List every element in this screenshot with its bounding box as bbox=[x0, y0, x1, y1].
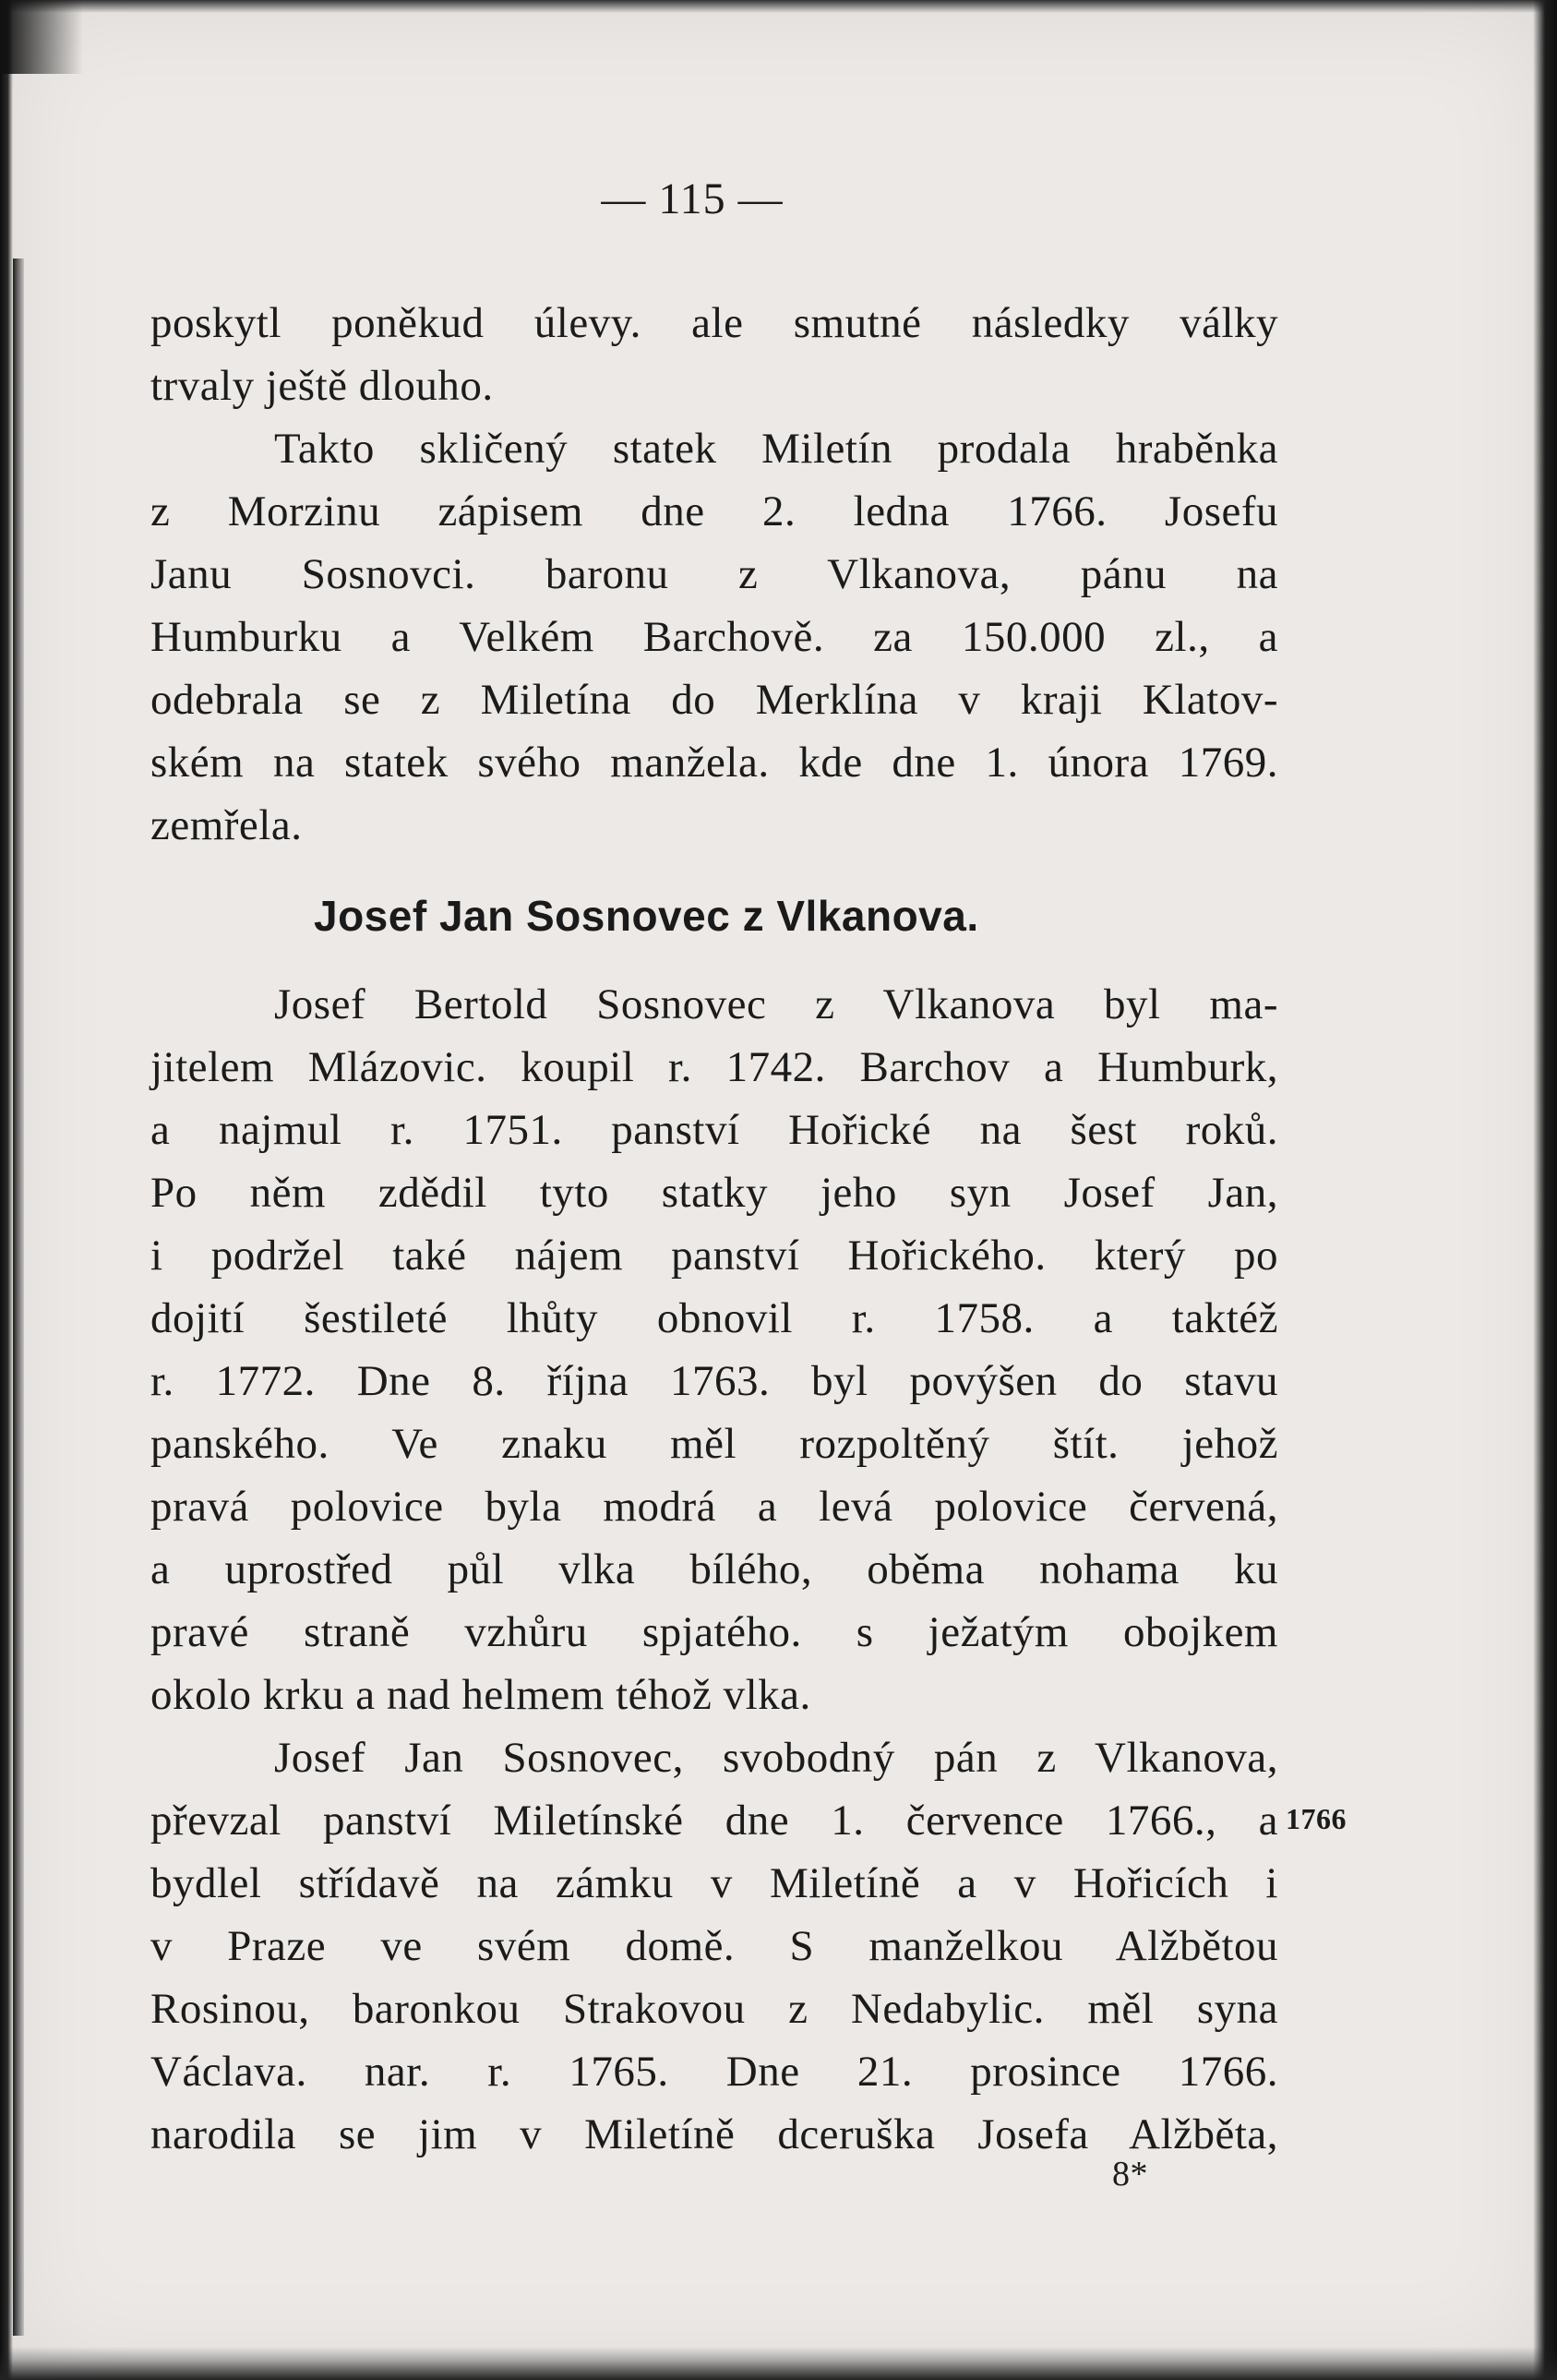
text-line: narodila se jim v Miletíně dceruška Josefa Alžběta, bbox=[150, 2110, 1278, 2158]
text-line: zemřela. bbox=[150, 801, 303, 849]
binding-shadow-top bbox=[0, 0, 83, 74]
text-line: poskytl poněkud úlevy. ale smutné následky války bbox=[150, 299, 1278, 347]
text-line: r. 1772. Dne 8. října 1763. byl povýšen do stavu bbox=[150, 1357, 1278, 1405]
binding-shadow-inner bbox=[13, 258, 24, 2336]
text-line: panského. Ve znaku měl rozpoltěný štít. jehož bbox=[150, 1420, 1278, 1468]
page-edge-bottom bbox=[0, 2347, 1557, 2380]
margin-year-note: 1766 bbox=[1286, 1802, 1347, 1835]
text-line: pravá polovice byla modrá a levá polovice červená, bbox=[150, 1483, 1278, 1531]
page-edge-top bbox=[0, 0, 1557, 13]
text-line: Takto skličený statek Miletín prodala hraběnka bbox=[274, 425, 1278, 473]
text-line: a najmul r. 1751. panství Hořické na šest roků. bbox=[150, 1106, 1278, 1154]
section-heading: Josef Jan Sosnovec z Vlkanova. bbox=[314, 892, 979, 940]
text-line: Josef Jan Sosnovec, svobodný pán z Vlkanova, bbox=[274, 1734, 1278, 1782]
text-line: Humburku a Velkém Barchově. za 150.000 zl., a bbox=[150, 613, 1278, 661]
text-line: pravé straně vzhůru spjatého. s ježatým obojkem bbox=[150, 1608, 1278, 1656]
text-line: i podržel také nájem panství Hořického. který po bbox=[150, 1232, 1278, 1280]
signature-mark: 8* bbox=[1112, 2155, 1148, 2194]
text-line: okolo krku a nad helmem téhož vlka. bbox=[150, 1671, 811, 1719]
text-line: Václava. nar. r. 1765. Dne 21. prosince 1766. bbox=[150, 2048, 1278, 2096]
binding-edge-left bbox=[0, 0, 13, 2380]
text-line: a uprostřed půl vlka bílého, oběma nohama ku bbox=[150, 1545, 1278, 1593]
text-line: Janu Sosnovci. baronu z Vlkanova, pánu na bbox=[150, 550, 1278, 598]
text-line: Rosinou, baronkou Strakovou z Nedabylic. měl syna bbox=[150, 1985, 1278, 2033]
text-line: ském na statek svého manžela. kde dne 1. února 1769. bbox=[150, 739, 1278, 787]
text-line: bydlel střídavě na zámku v Miletíně a v Hořicích i bbox=[150, 1859, 1278, 1907]
text-line: Josef Bertold Sosnovec z Vlkanova byl ma- bbox=[274, 980, 1278, 1028]
page-number: — 115 — bbox=[601, 174, 784, 223]
text-line: odebrala se z Miletína do Merklína v kraji Klatov- bbox=[150, 676, 1278, 724]
text-line: dojití šestileté lhůty obnovil r. 1758. a taktéž bbox=[150, 1294, 1278, 1342]
text-line: Po něm zdědil tyto statky jeho syn Josef Jan, bbox=[150, 1169, 1278, 1217]
page-edge-right bbox=[1533, 0, 1557, 2380]
text-line: z Morzinu zápisem dne 2. ledna 1766. Josefu bbox=[150, 487, 1278, 535]
text-line: převzal panství Miletínské dne 1. července 1766., a bbox=[150, 1797, 1278, 1845]
text-line: trvaly ještě dlouho. bbox=[150, 362, 494, 410]
text-line: v Praze ve svém domě. S manželkou Alžbětou bbox=[150, 1922, 1278, 1970]
text-line: jitelem Mlázovic. koupil r. 1742. Barchov a Humburk, bbox=[150, 1043, 1278, 1091]
